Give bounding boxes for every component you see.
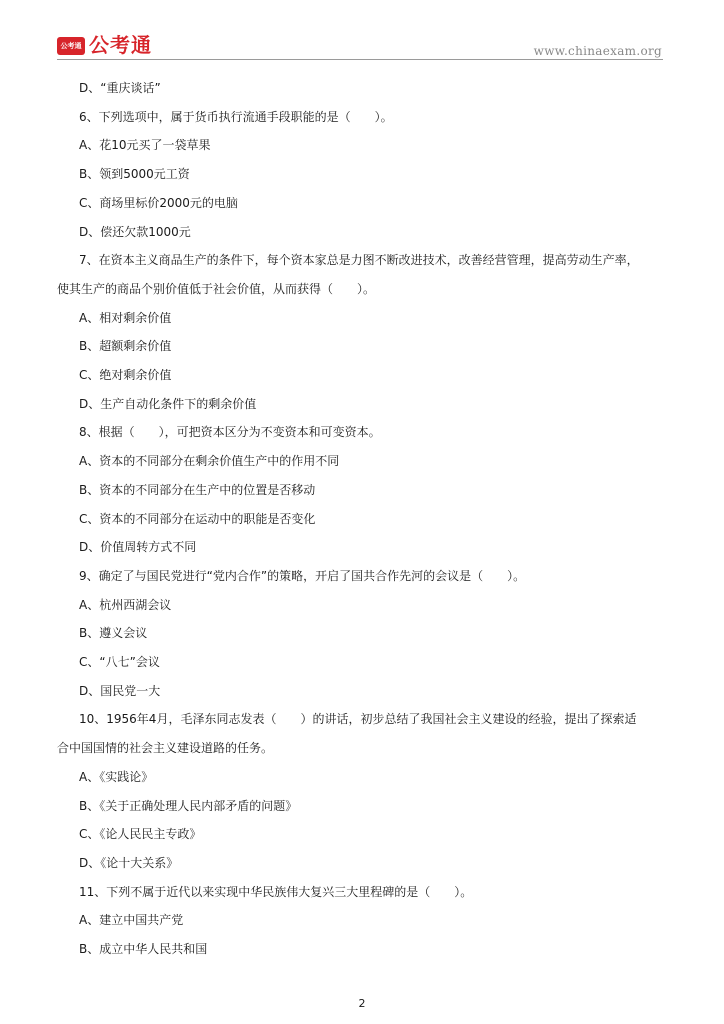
answer-option: B、资本的不同部分在生产中的位置是否移动 [79, 482, 316, 497]
question-text: 7、在资本主义商品生产的条件下，每个资本家总是力图不断改进技术，改善经营管理，提高劳动生产率， [79, 253, 639, 268]
answer-option: C、绝对剩余价值 [79, 368, 172, 382]
answer-option: A、建立中国共产党 [79, 913, 184, 928]
answer-option: A、《实践论》 [79, 769, 154, 784]
question-text: 10、1956年4月，毛泽东同志发表（ ）的讲话，初步总结了我国社会主义建设的经验，提出了探索适 [79, 712, 637, 727]
answer-option: C、商场里标价2000元的电脑 [79, 195, 238, 210]
answer-option: B、《关于正确处理人民内部矛盾的问题》 [79, 798, 298, 813]
answer-option: D、生产自动化条件下的剩余价值 [79, 396, 257, 411]
answer-option: A、相对剩余价值 [79, 310, 172, 325]
answer-option: A、资本的不同部分在剩余价值生产中的作用不同 [79, 454, 340, 469]
answer-option: B、超额剩余价值 [79, 339, 172, 354]
question-text: 合中国国情的社会主义建设道路的任务。 [57, 741, 274, 756]
answer-option: A、杭州西湖会议 [79, 597, 172, 612]
answer-option: B、成立中华人民共和国 [79, 942, 208, 956]
question-text: 9、确定了与国民党进行“党内合作”的策略，开启了国共合作先河的会议是（ ）。 [79, 568, 526, 583]
answer-option: B、遵义会议 [79, 626, 148, 641]
answer-option: D、价值周转方式不同 [79, 540, 197, 555]
header-divider [57, 59, 663, 60]
logo-badge: 公考通 [57, 37, 85, 55]
logo-text: 公考通 [89, 33, 152, 57]
answer-option: C、资本的不同部分在运动中的职能是否变化 [79, 511, 316, 526]
answer-option: A、花10元买了一袋草果 [79, 138, 211, 153]
question-text: 6、下列选项中，属于货币执行流通手段职能的是（ ）。 [79, 109, 393, 124]
page-header [0, 0, 724, 64]
answer-option: D、偿还欠款1000元 [79, 224, 191, 239]
answer-option: D、《论十大关系》 [79, 855, 179, 870]
question-text: 11、下列不属于近代以来实现中华民族伟大复兴三大里程碑的是（ ）。 [79, 884, 473, 899]
site-url: www.chinaexam.org [533, 44, 662, 58]
answer-option: C、《论人民民主专政》 [79, 827, 202, 842]
page-number: 2 [358, 997, 366, 1010]
answer-option: D、“重庆谈话” [79, 81, 161, 95]
answer-option: D、国民党一大 [79, 683, 161, 698]
answer-option: C、“八七”会议 [79, 655, 160, 669]
question-text: 使其生产的商品个别价值低于社会价值，从而获得（ ）。 [57, 281, 376, 296]
question-text: 8、根据（ ），可把资本区分为不变资本和可变资本。 [79, 425, 381, 440]
answer-option: B、领到5000元工资 [79, 167, 190, 182]
